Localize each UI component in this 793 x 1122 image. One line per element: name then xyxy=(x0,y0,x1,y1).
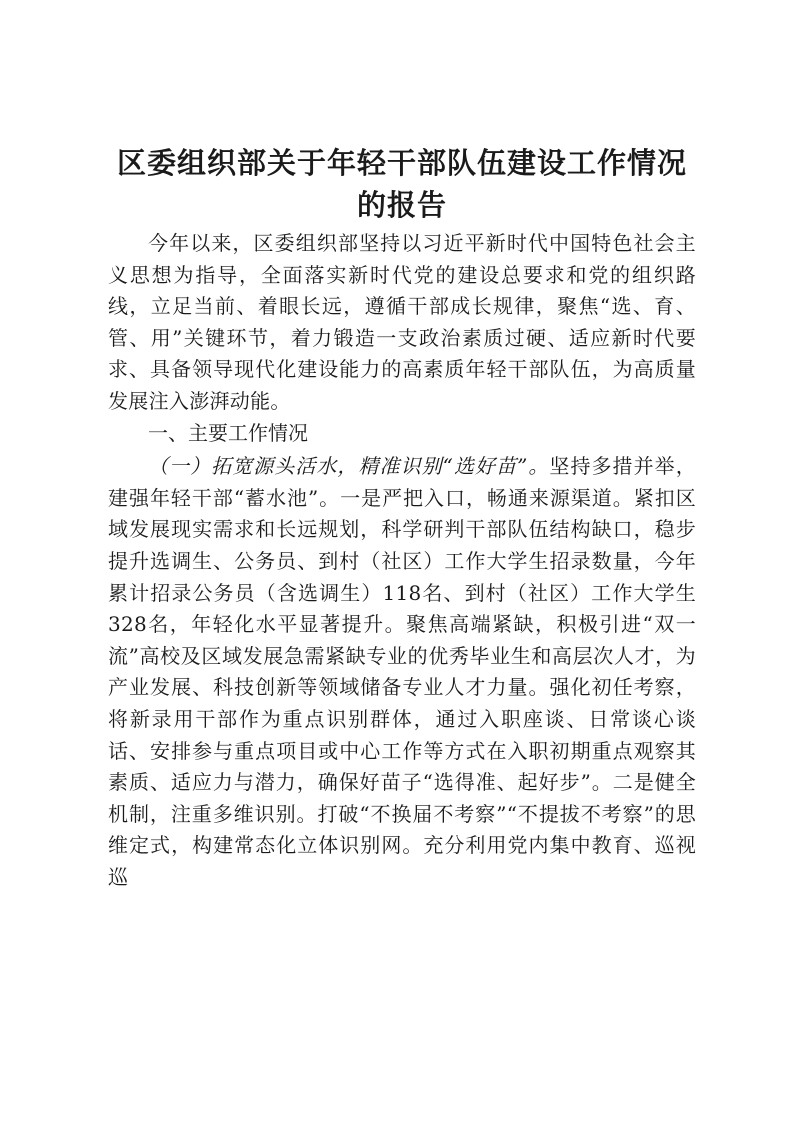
subsection-paragraph xyxy=(108,451,696,893)
intro-paragraph: 今年以来，区委组织部坚持以习近平新时代中国特色社会主义思想为指导，全面落实新时代党的建设总要求和党的组织路线，立足当前、着眼长远，遵循干部成长规律，聚焦“选、育、管、用”关键环节，着力锻造一支政治素质过硬、适应新时代要求、具备领导现代化建设能力的高素质年轻干部队伍，为高质量发展注入澎湃动能。 xyxy=(108,231,696,413)
subsection-body: 坚持多措并举，建强年轻干部“蓄水池”。一是严把入口，畅通来源渠道。紧扣区域发展现实需求和长远规划，科学研判干部队伍结构缺口，稳步提升选调生、公务员、到村（社区）工作大学生招录数量，今年累计招录公务员（含选调生）118名、到村（社区）工作大学生328名，年轻化水平显著提升。聚焦高端紧缺，积极引进“双一流”高校及区域发展急需紧缺专业的优秀毕业生和高层次人才，为产业发展、科技创新等领域储备专业人才力量。强化初任考察，将新录用干部作为重点识别群体，通过入职座谈、日常谈心谈话、安排参与重点项目或中心工作等方式在入职初期重点观察其素质、适应力与潜力，确保好苗子“选得准、起好步”。二是健全机制，注重多维识别。打破“不换届不考察”“不提拔不考察”的思维定式，构建常态化立体识别网。充分利用党内集中教育、巡视巡 xyxy=(108,454,696,889)
document-title: 区委组织部关于年轻干部队伍建设工作情况的报告 xyxy=(116,146,687,222)
section-heading: 一、主要工作情况 xyxy=(148,420,308,445)
subsection-heading: （一）拓宽源头活水，精准识别“选好苗”。 xyxy=(148,454,550,479)
document-page xyxy=(108,142,696,893)
